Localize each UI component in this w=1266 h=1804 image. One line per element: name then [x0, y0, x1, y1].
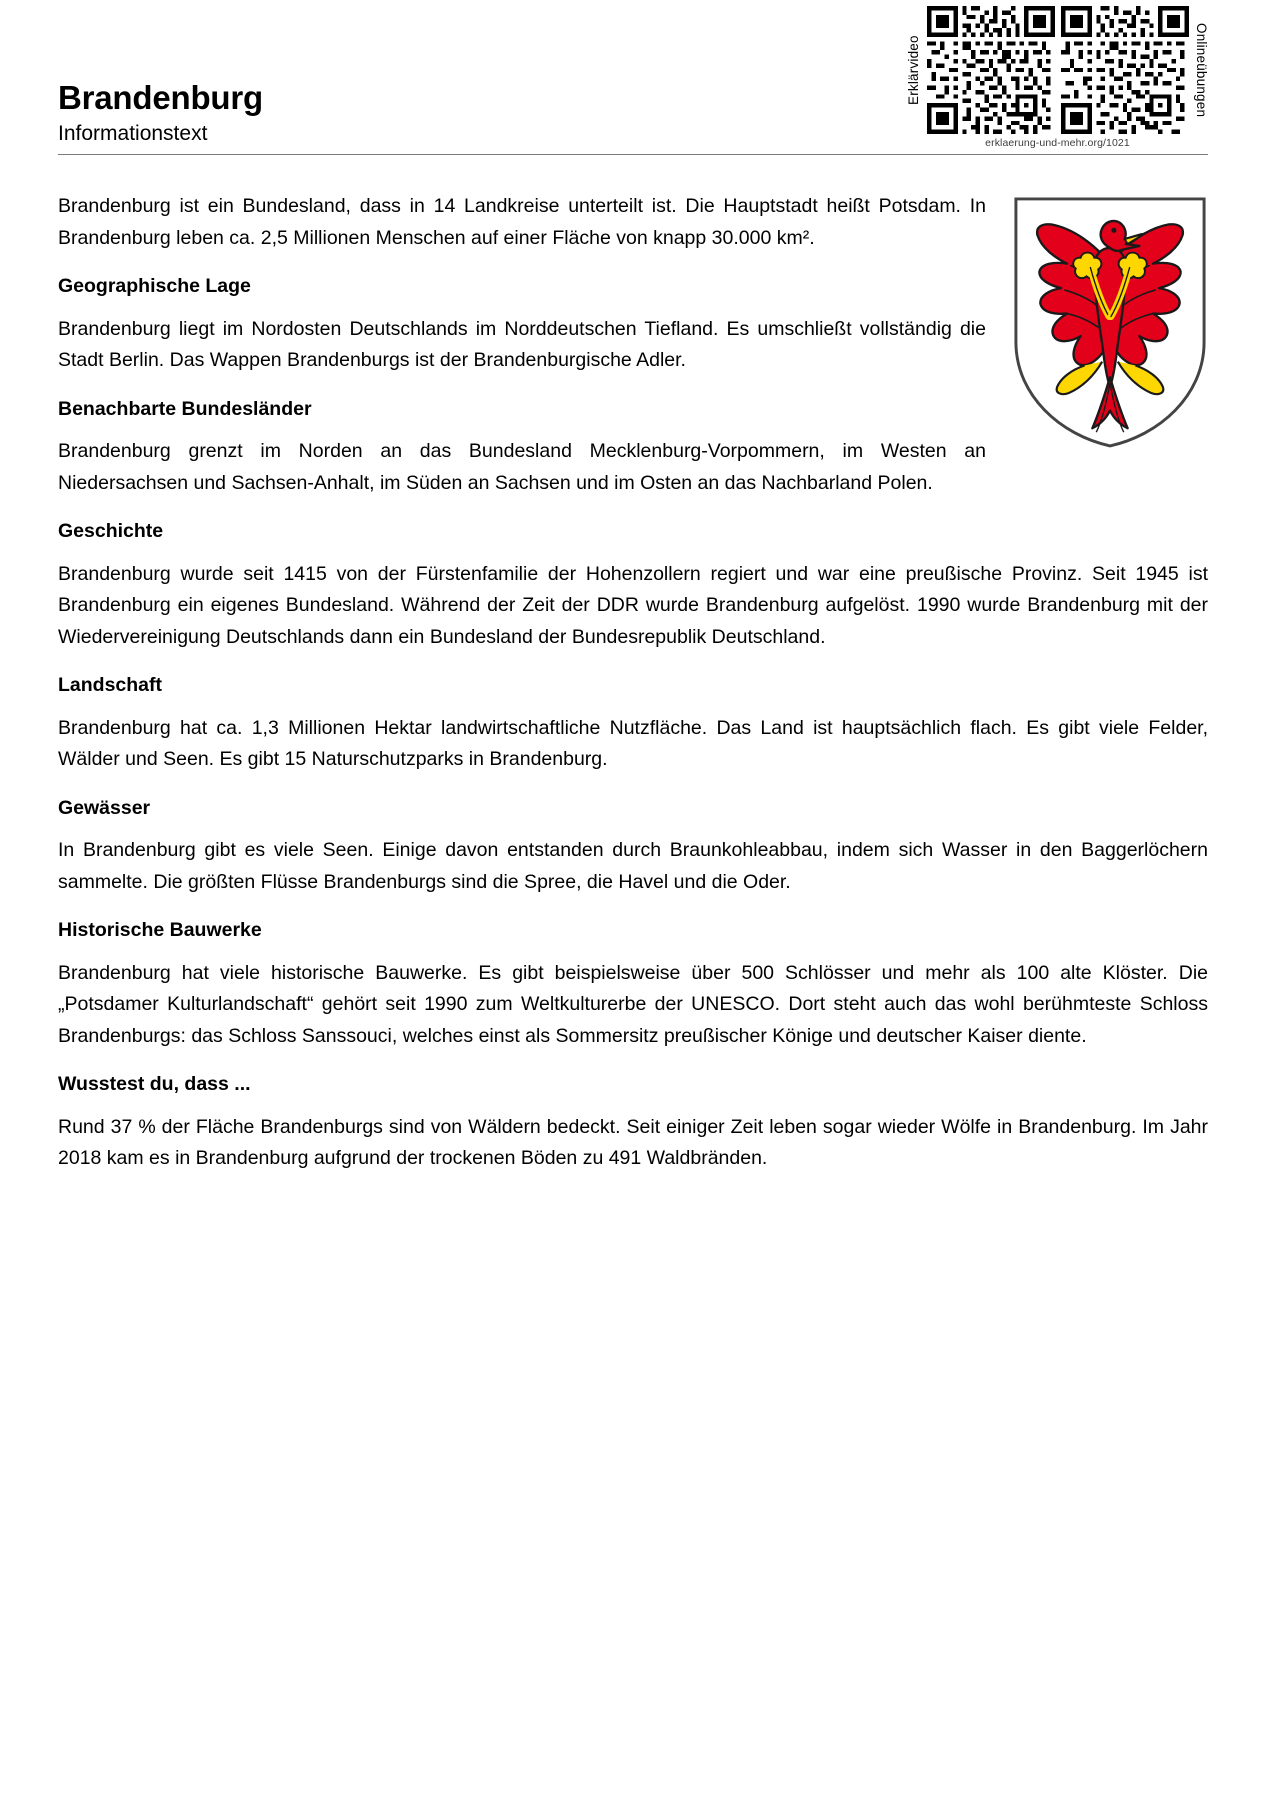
coat-of-arms [1012, 195, 1208, 450]
section-body-geschichte: Brandenburg wurde seit 1415 von der Fürstenfamilie der Hohenzollern regiert und war eine preußische Provinz. Seit 1945 ist Brandenburg ein eigenes Bundesland. Während der Zeit der DDR wurde Brandenburg aufgelöst. 1990 wurde Brandenburg mit der Wiedervereinigung Deutschlands dann ein Bundesland der Bundesrepublik Deutschland. [58, 562, 1208, 648]
section-body-wusstest-du-dass: Rund 37 % der Fläche Brandenburgs sind von Wäldern bedeckt. Seit einiger Zeit leben sogar wieder Wölfe in Brandenburg. Im Jahr 2018 kam es in Brandenburg aufgrund der trockenen Böden zu 491 Waldbränden. [58, 1115, 1208, 1170]
section-heading-wusstest-du-dass: Wusstest du, dass ... [58, 1073, 251, 1096]
header-title-block [58, 80, 263, 147]
section-heading-landschaft: Landschaft [58, 674, 163, 697]
section-body-landschaft: Brandenburg hat ca. 1,3 Millionen Hektar landwirtschaftliche Nutzfläche. Das Land ist hauptsächlich flach. Es gibt viele Felder, Wälder und Seen. Es gibt 15 Naturschutzparks in Brandenburg. [58, 716, 1208, 771]
brandenburg-eagle-crest-icon [1012, 195, 1208, 450]
qr-code-onlineuebungen[interactable] [1061, 6, 1189, 134]
section-body-benachbarte-bundeslaender: Brandenburg grenzt im Norden an das Bundesland Mecklenburg-Vorpommern, im Westen an Niedersachsen und Sachsen-Anhalt, im Süden an Sachsen und im Osten an das Nachbarland Polen. [58, 440, 986, 494]
section-heading-gewaesser: Gewässer [58, 796, 151, 819]
section-body-historische-bauwerke: Brandenburg hat viele historische Bauwerke. Es gibt beispielsweise über 500 Schlösser und mehr als 100 alte Klöster. Die „Potsdamer Kulturlandschaft“ gehört seit 1990 zum Weltkulturerbe der UNESCO. Dort steht auch das wohl berühmteste Schloss Brandenburgs: das Schloss Sanssouci, welches einst als Sommersitz preußischer Könige und deutscher Kaiser diente. [58, 961, 1208, 1047]
section-heading-geschichte: Geschichte [58, 520, 164, 543]
qr-url-text: erklaerung-und-mehr.org/1021 [985, 137, 1130, 149]
qr-code-row [907, 6, 1208, 134]
qr-code-erklaervideo[interactable] [927, 6, 1055, 134]
page-subtitle: Informationstext [58, 121, 208, 145]
qr-code-block [907, 6, 1208, 149]
qr-label-erklaervideo: Erklärvideo [906, 35, 921, 105]
qr-label-onlineuebungen: Onlineübungen [1194, 22, 1209, 118]
document-body [58, 155, 1208, 1197]
intro-paragraph: Brandenburg ist ein Bundesland, dass in 14 Landkreise unterteilt ist. Die Hauptstadt heißt Potsdam. In Brandenburg leben ca. 2,5 Millionen Menschen auf einer Fläche von knapp 30.000 km². [58, 195, 986, 249]
section-heading-benachbarte-bundeslaender: Benachbarte Bundesländer [58, 397, 312, 420]
section-heading-geographische-lage: Geographische Lage [58, 275, 251, 298]
section-body-geographische-lage: Brandenburg liegt im Nordosten Deutschlands im Norddeutschen Tiefland. Es umschließt vollständig die Stadt Berlin. Das Wappen Brandenburgs ist der Brandenburgische Adler. [58, 317, 986, 372]
section-body-gewaesser: In Brandenburg gibt es viele Seen. Einige davon entstanden durch Braunkohleabbau, indem sich Wasser in den Baggerlöchern sammelte. Die größten Flüsse Brandenburgs sind die Spree, die Havel und die Oder. [58, 839, 1208, 893]
section-heading-historische-bauwerke: Historische Bauwerke [58, 919, 262, 942]
page-title: Brandenburg [58, 79, 263, 116]
page-header [58, 0, 1209, 149]
